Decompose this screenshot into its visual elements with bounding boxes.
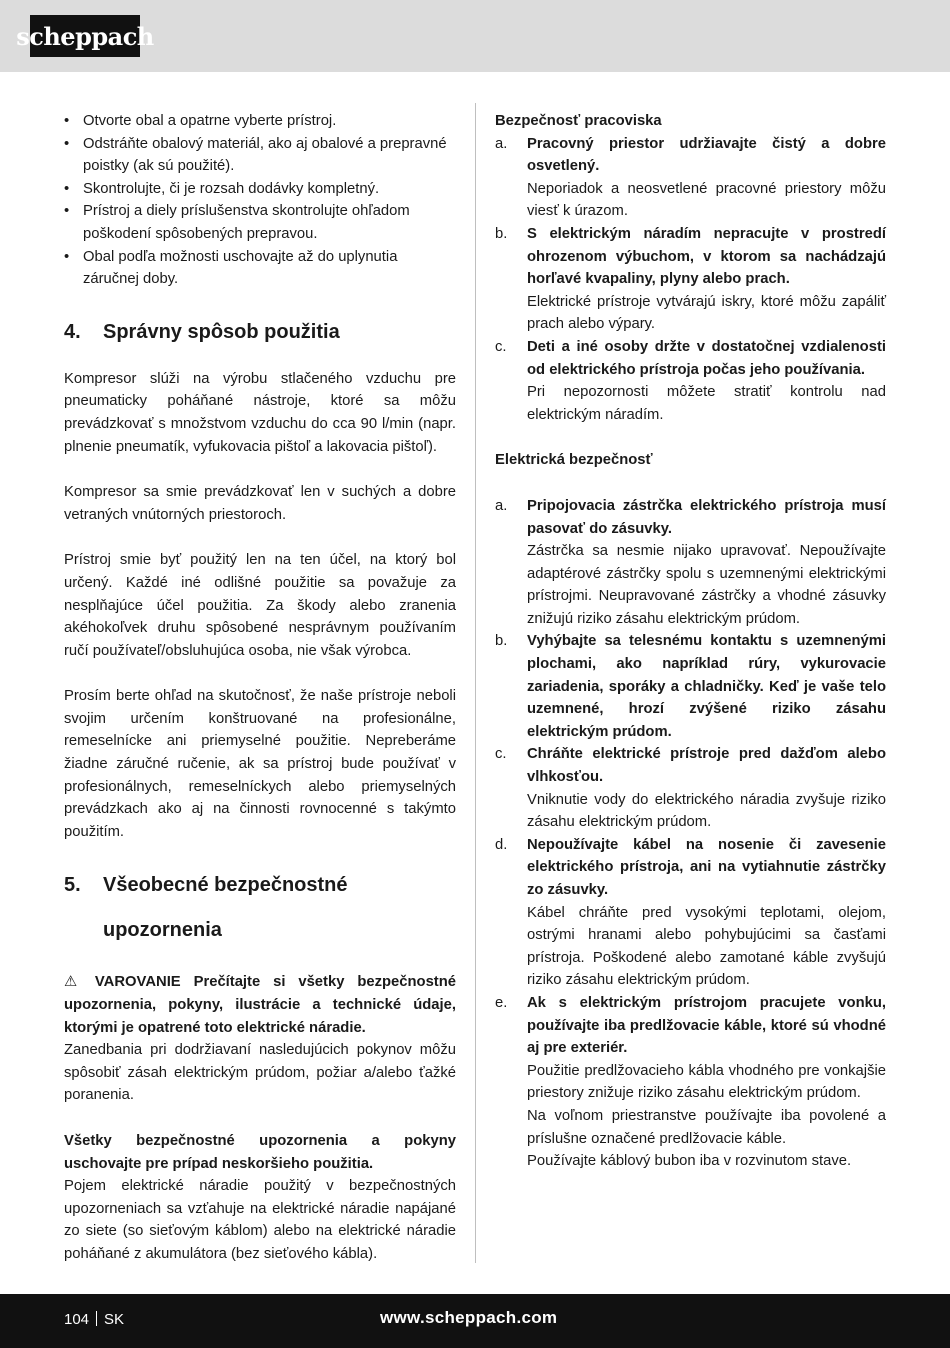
unpacking-list — [64, 110, 456, 291]
list-item: • Otvorte obal a opatrne vyberte prístroj. — [64, 110, 456, 133]
paragraph: Prosím berte ohľad na skutočnosť, že naše prístroje neboli svojim určením konštruované na profesionálne, remeselnícke ani priemyselné použitie. Nepreberáme žiadne záručné ručenie, ak sa prístroj bude používať v profesionálnych, remeselníckych alebo priemyselných prevádzkach ako aj na činnosti rovnocenné s takýmto použitím. — [64, 688, 456, 840]
section-title-cont: upozornenia — [103, 919, 222, 942]
paragraph: Kompresor sa smie prevádzkovať len v suchých a dobre vetraných vnútorných priestoroch. — [64, 484, 456, 523]
column-divider — [475, 103, 476, 1263]
list-item: c. Chráňte elektrické prístroje pred dažďom alebo vlhkosťou. Vniknutie vody do elektrického náradia zvyšuje riziko zásahu elektrickým prúdom. — [495, 746, 886, 831]
warning-paragraph: ⚠ VAROVANIE Prečítajte si všetky bezpečnostné upozornenia, pokyny, ilustrácie a technické údaje, ktorými je opatrené toto elektrické náradie. — [64, 971, 456, 1039]
paragraph: Kompresor slúži na výrobu stlačeného vzduchu pre pneumaticky poháňané nástroje, ktoré sa môžu prevádzkovať s množstvom vzduchu do cca 90 l/min (napr. plnenie pneumatík, vyfukovacia pištoľ a lakovacia pištoľ). — [64, 370, 456, 455]
paragraph: Prístroj smie byť použitý len na ten účel, na ktorý bol určený. Každé iné odlišné použitie sa považuje za nesplňajúce účel použitia. Za škody alebo zranenia akéhokoľvek druhu spôsobené nesprávnym používaním ručí používateľ/obsluhujúca osoba, nie však výrobca. — [64, 552, 456, 659]
list-item: a. Pripojovacia zástrčka elektrického prístroja musí pasovať do zásuvky. Zástrčka sa nesmie nijako upravovať. Nepoužívajte adaptérové zástrčky spolu s uzemnenými elektrickými prístrojmi. Neupravované zástrčky a vhodné zásuvky znižujú riziko zásahu elektrickým prúdom. — [495, 497, 886, 627]
list-item: a. Pracovný priestor udržiavajte čistý a dobre osvetlený. Neporiadok a neosvetlené pracovné priestory môžu viesť k úrazom. — [495, 135, 886, 220]
right-column — [495, 110, 886, 1173]
warning-triangle-icon: ⚠ — [64, 974, 78, 991]
workplace-safety-heading: Bezpečnosť pracoviska — [495, 113, 662, 129]
list-item: e. Ak s elektrickým prístrojom pracujete vonku, používajte iba predlžovacie káble, ktoré sú vhodné aj pre exteriér. Použitie predlžovacieho kábla vhodného pre vonkajšie priestory znižuje riziko zásahu elektrickým prúdom. Na voľnom priestranstve používajte iba povolené a príslušne označené predlžovacie káble. Používajte káblový bubon iba v rozvinutom stave. — [495, 994, 886, 1170]
section-number: 4. — [64, 320, 81, 343]
section-4-heading — [64, 319, 456, 345]
list-item: • Odstráňte obalový materiál, ako aj obalové a prepravné poistky (ak sú použité). — [64, 133, 456, 178]
list-item: d. Nepoužívajte kábel na nosenie či zavesenie elektrického prístroja, ani na vytiahnutie zástrčky zo zásuvky. Kábel chráňte pred vysokými teplotami, olejom, ostrými hranami alebo pohybujúcimi sa časťami prístroja. Poškodené alebo zamotané káble zvyšujú riziko zásahu elektrickým prúdom. — [495, 836, 886, 989]
list-item: • Obal podľa možnosti uschovajte až do uplynutia záručnej doby. — [64, 246, 456, 291]
page-indicator — [64, 1311, 124, 1328]
section-title: Správny spôsob použitia — [103, 320, 340, 343]
list-item: • Skontrolujte, či je rozsah dodávky kompletný. — [64, 178, 456, 201]
page-number: 104 — [64, 1311, 90, 1328]
footer-bar — [0, 1294, 950, 1348]
list-item: b. S elektrickým náradím nepracujte v prostredí ohrozenom výbuchom, v ktorom sa nachádzajú horľavé kvapaliny, plyny alebo prach. Elektrické prístroje vytvárajú iskry, ktoré môžu zapáliť prach alebo výpary. — [495, 225, 886, 333]
paragraph: Zanedbania pri dodržiavaní nasledujúcich pokynov môžu spôsobiť zásah elektrickým prúdom, požiar a/alebo ťažké poranenia. — [64, 1042, 456, 1104]
list-item: c. Deti a iné osoby držte v dostatočnej vzdialenosti od elektrického prístroja počas jeho používania. Pri nepozornosti môžete stratiť kontrolu nad elektrickým náradím. — [495, 338, 886, 423]
header-bar — [0, 0, 950, 72]
list-item: • Prístroj a diely príslušenstva skontrolujte ohľadom poškodení spôsobených prepravou. — [64, 200, 456, 245]
website-url: www.scheppach.com — [380, 1308, 558, 1327]
paragraph-bold: Všetky bezpečnostné upozornenia a pokyny uschovajte pre prípad neskoršieho použitia. — [64, 1133, 456, 1172]
paragraph: Pojem elektrické náradie použitý v bezpečnostných upozorneniach sa vzťahuje na elektrické náradie napájané zo siete (so sieťovým káblom) alebo na elektrické náradie poháňané z akumulátora (bez sieťového kábla). — [64, 1178, 456, 1262]
list-item: b. Vyhýbajte sa telesnému kontaktu s uzemnenými plochami, ako napríklad rúry, vykurovacie zariadenia, sporáky a chladničky. Keď je vaše telo uzemnené, hrozí zvýšené riziko zásahu elektrickým prúdom. — [495, 633, 886, 740]
language-code: SK — [104, 1311, 125, 1328]
electrical-safety-heading: Elektrická bezpečnosť — [495, 452, 653, 469]
section-title: Všeobecné bezpečnostné — [103, 874, 348, 897]
section-number: 5. — [64, 874, 81, 897]
left-column — [64, 110, 456, 1266]
section-5-heading — [64, 863, 456, 953]
separator — [96, 1311, 97, 1326]
scheppach-logo: scheppach — [30, 15, 140, 57]
